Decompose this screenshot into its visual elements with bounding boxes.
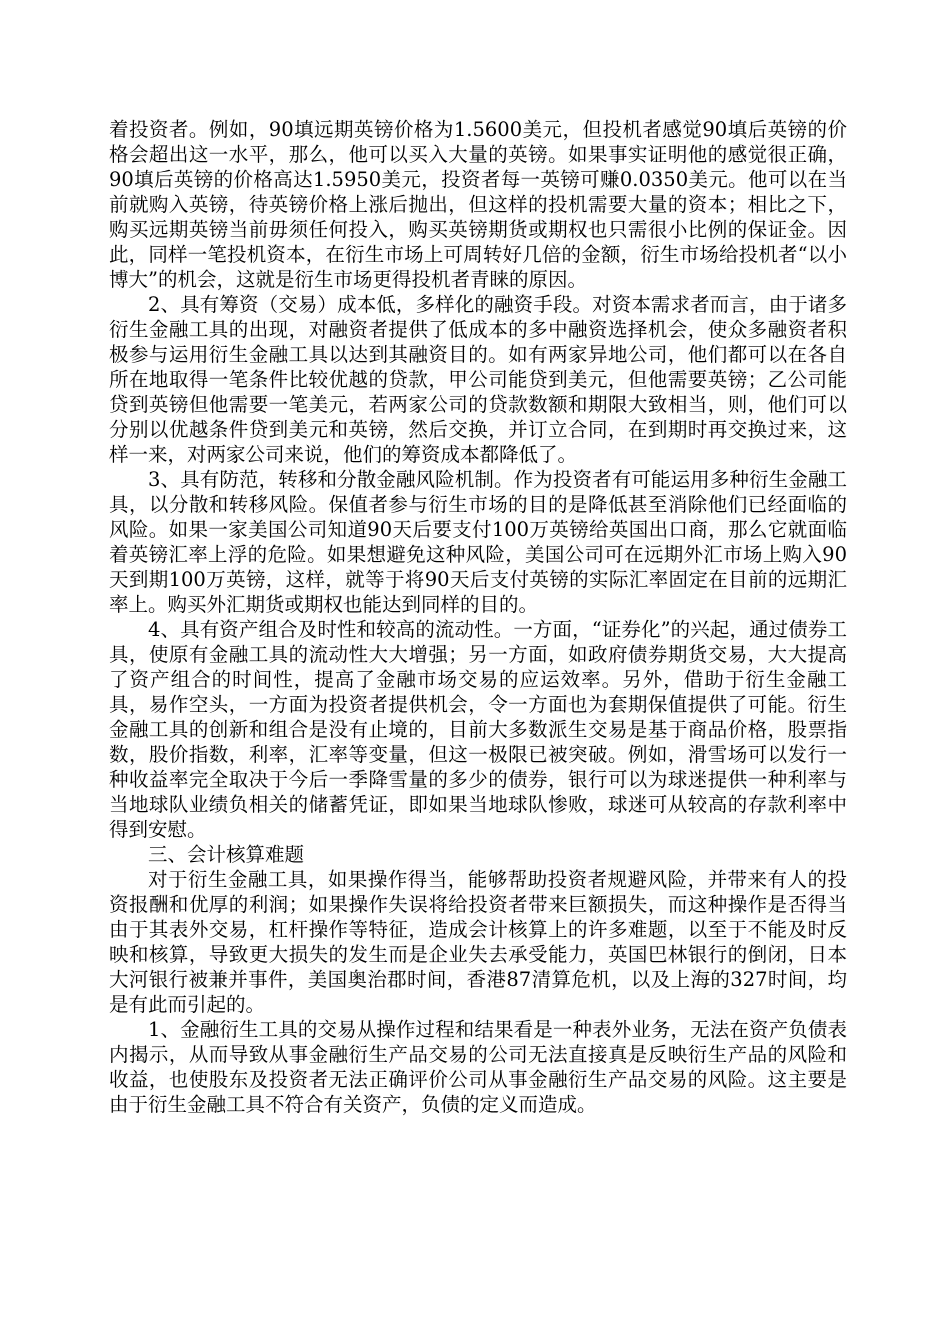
- document-body: [109, 117, 847, 1117]
- paragraph-risk-transfer: 3、具有防范，转移和分散金融风险机制。作为投资者有可能运用多种衍生金融工具，以分散和转移风险。保值者参与衍生市场的目的是降低甚至消除他们已经面临的风险。如果一家美国公司知道90天后要支付100万英镑给英国出口商，那么它就面临着英镑汇率上浮的危险。如果想避免这种风险，美国公司可在远期外汇市场上购入90天到期100万英镑，这样，就等于将90天后支付英镑的实际汇率固定在目前的远期汇率上。购买外汇期货或期权也能达到同样的目的。: [109, 468, 847, 616]
- paragraph-off-balance-sheet: 1、金融衍生工具的交易从操作过程和结果看是一种表外业务，无法在资产负债表内揭示，从而导致从事金融衍生产品交易的公司无法直接真是反映衍生产品的风险和收益，也使股东及投资者无法正确评价公司从事金融衍生产品交易的风险。这主要是由于衍生金融工具不符合有关资产，负债的定义而造成。: [109, 1018, 847, 1116]
- section-heading-accounting: 三、会计核算难题: [148, 843, 305, 866]
- paragraph-liquidity: 4、具有资产组合及时性和较高的流动性。一方面，“证券化”的兴起，通过债券工具，使原有金融工具的流动性大大增强；另一方面，如政府债券期货交易，大大提高了资产组合的时间性，提高了金融市场交易的应运效率。另外，借助于衍生金融工具，易作空头，一方面为投资者提供机会，令一方面也为套期保值提供了可能。衍生金融工具的创新和组合是没有止境的，目前大多数派生交易是基于商品价格，股票指数，股价指数，利率，汇率等变量，但这一极限已被突破。例如，滑雪场可以发行一种收益率完全取决于今后一季降雪量的多少的债券，银行可以为球迷提供一种利率与当地球队业绩负相关的储蓄凭证，即如果当地球队惨败，球迷可从较高的存款利率中得到安慰。: [109, 618, 847, 841]
- paragraph-speculation: 着投资者。例如，90填远期英镑价格为1.5600美元，但投机者感觉90填后英镑的价格会超出这一水平，那么，他可以买入大量的英镑。如果事实证明他的感觉很正确，90填后英镑的价格高达1.5950美元，投资者每一英镑可赚0.0350美元。他可以在当前就购入英镑，待英镑价格上涨后抛出，但这样的投机需要大量的资本；相比之下，购买远期英镑当前毋须任何投入，购买英镑期货或期权也只需很小比例的保证金。因此，同样一笔投机资本，在衍生市场上可周转好几倍的金额，衍生市场给投机者“以小博大”的机会，这就是衍生市场更得投机者青睐的原因。: [109, 118, 847, 291]
- paragraph-low-cost-financing: 2、具有筹资（交易）成本低，多样化的融资手段。对资本需求者而言，由于诸多衍生金融工具的出现，对融资者提供了低成本的多中融资选择机会，使众多融资者积极参与运用衍生金融工具以达到其融资目的。如有两家异地公司，他们都可以在各自所在地取得一笔条件比较优越的贷款，甲公司能贷到美元，但他需要英镑；乙公司能贷到英镑但他需要一笔美元，若两家公司的贷款数额和期限大致相当，则，他们可以分别以优越条件贷到美元和英镑，然后交换，并订立合同，在到期时再交换过来，这样一来，对两家公司来说，他们的筹资成本都降低了。: [109, 293, 847, 466]
- paragraph-accounting-intro: 对于衍生金融工具，如果操作得当，能够帮助投资者规避风险，并带来有人的投资报酬和优厚的利润；如果操作失误将给投资者带来巨额损失，而这种操作是否得当由于其表外交易，杠杆操作等特征，造成会计核算上的许多难题，以至于不能及时反映和核算，导致更大损失的发生而是企业失去承受能力，英国巴林银行的倒闭，日本大河银行被兼并事件，美国奥治郡时间，香港87清算危机，以及上海的327时间，均是有此而引起的。: [109, 868, 847, 1016]
